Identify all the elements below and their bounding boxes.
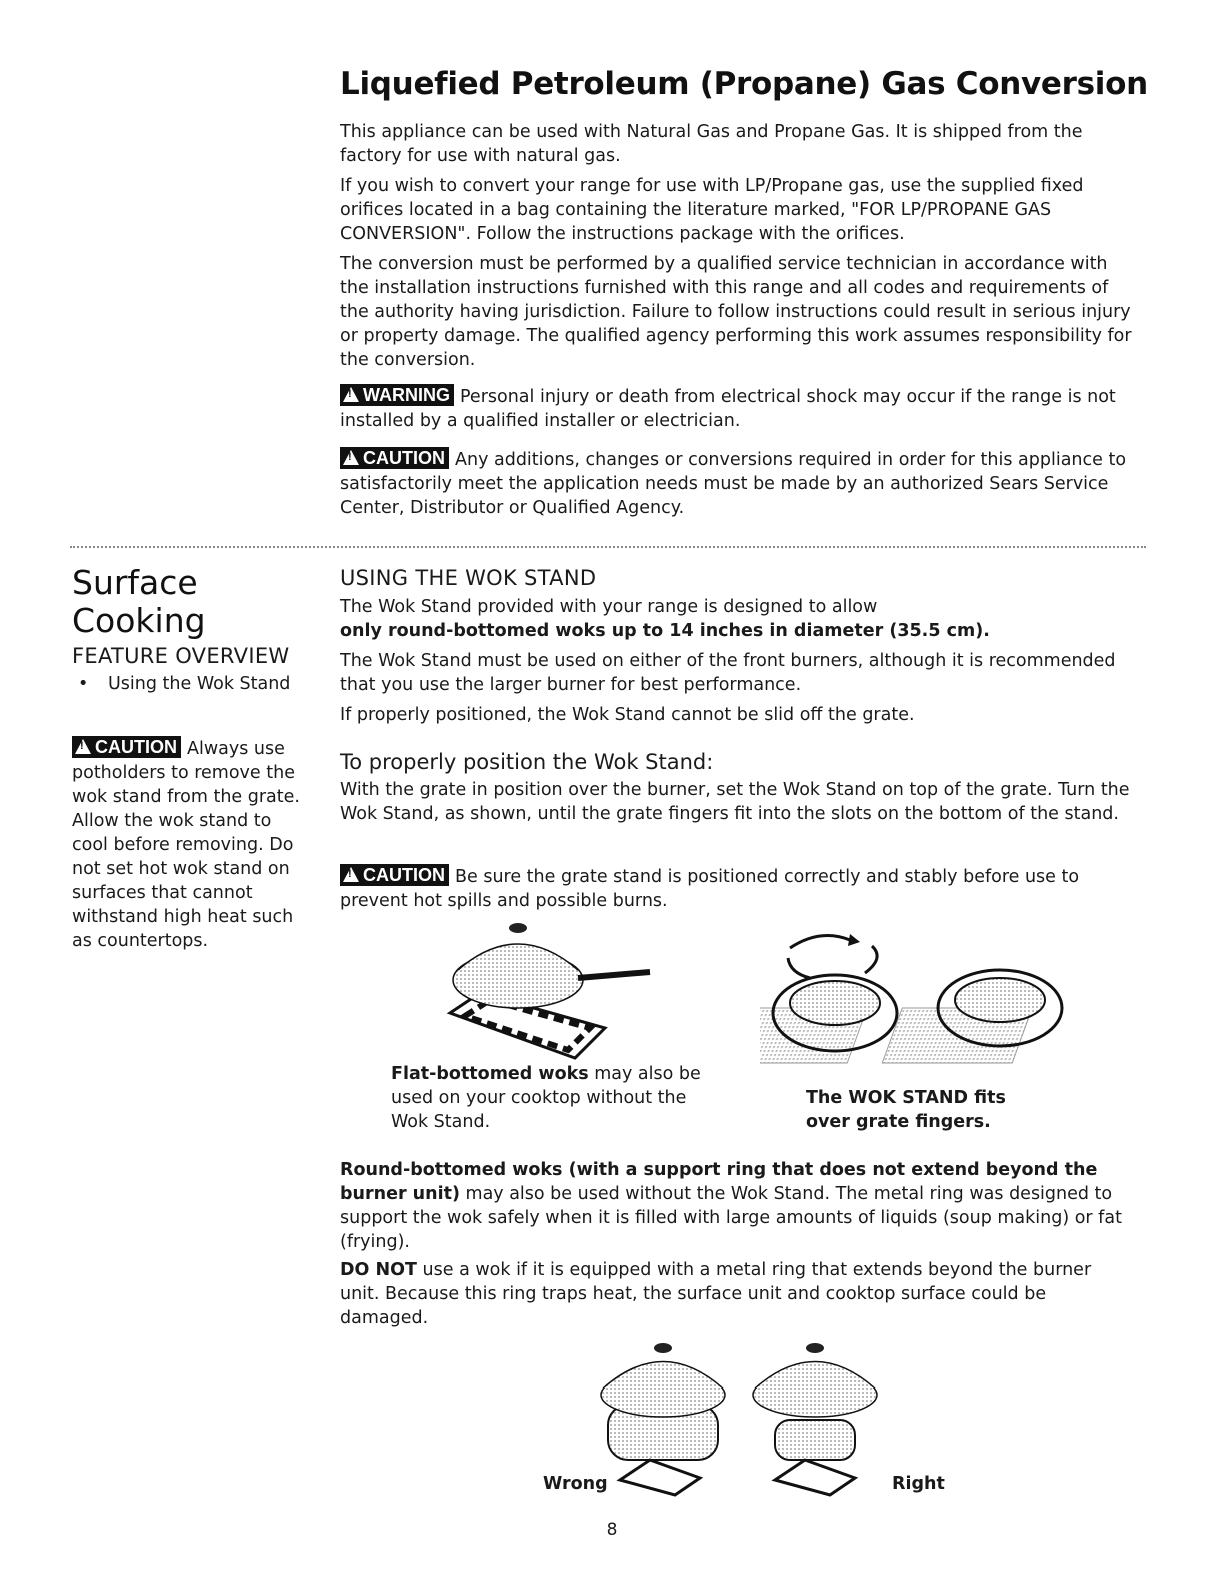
sidebar-caution [72, 736, 312, 953]
wok-stand-caption: The WOK STAND fits over grate fingers. [806, 1088, 1006, 1132]
caution-triangle-icon [75, 739, 91, 754]
position-wok-heading: To properly position the Wok Stand: [340, 750, 714, 774]
lid-knob-icon [509, 923, 527, 933]
flat-wok-caption-bold: Flat-bottomed woks [391, 1064, 589, 1084]
wok-paragraph-6-bold: DO NOT [340, 1260, 417, 1280]
sidebar-caution-badge [72, 736, 181, 758]
caution-badge [340, 447, 449, 469]
section-divider [70, 546, 1146, 548]
feature-list-item [78, 672, 290, 696]
right-wok-drawing [753, 1343, 877, 1495]
lp-paragraph-3: The conversion must be performed by a qualified service technician in accordance with the installation instructions furnished with this range and all codes and requirements of the authority having jurisdiction. Failure to follow instructions could result in serious injury or property damage. The qualified agency performing this work assumes responsibility for the conversion. [340, 254, 1132, 370]
wok-paragraph-3: If properly positioned, the Wok Stand cannot be slid off the grate. [340, 705, 915, 725]
wok-paragraph-2: The Wok Stand must be used on either of the front burners, although it is recommended that you use the larger burner for best performance. [340, 651, 1116, 695]
sidebar-caution-text: Always use potholders to remove the wok stand from the grate. Allow the wok stand to cool before removing. Do not set hot wok stand on surfaces that cannot withstand high heat such as countertops. [72, 739, 300, 951]
wok-paragraph-1-bold: only round-bottomed woks up to 14 inches in diameter (35.5 cm). [340, 621, 990, 641]
sidebar-caution-badge-label: CAUTION [95, 737, 177, 757]
caution-badge-label: CAUTION [363, 448, 445, 468]
lp-warning [340, 384, 1155, 433]
wok-stand-inner-right [955, 978, 1045, 1022]
wok-stand-heading: USING THE WOK STAND [340, 566, 597, 590]
wok-paragraph-5 [340, 1158, 1150, 1254]
wrong-right-illustration [590, 1340, 910, 1500]
wok-paragraph-1 [340, 595, 1140, 643]
flat-wok-caption [391, 1062, 721, 1134]
warning-badge-label: WARNING [363, 385, 450, 405]
wok-paragraph-5-bold: Round-bottomed woks (with a support ring that does not extend beyond the burner unit) [340, 1160, 1098, 1204]
rotation-arrows-icon [788, 934, 877, 978]
wok-caution-text: Be sure the grate stand is positioned correctly and stably before use to prevent hot spills and possible burns. [340, 867, 1080, 911]
feature-overview-heading: FEATURE OVERVIEW [72, 644, 290, 668]
caution-triangle-icon [343, 450, 359, 465]
wok-caution [340, 864, 1130, 913]
lp-warning-text: Personal injury or death from electrical shock may occur if the range is not installed by a qualified installer or electrician. [340, 387, 1116, 431]
sidebar-title-line1: Surface [72, 563, 198, 602]
wok-paragraph-1-normal: The Wok Stand provided with your range is designed to allow [340, 597, 878, 617]
wok-stand-inner-left [790, 981, 880, 1025]
wok-paragraph-6-normal: use a wok if it is equipped with a metal ring that extends beyond the burner unit. Because this ring traps heat, the surface unit and cooktop surface could be damaged. [340, 1260, 1092, 1328]
page-number: 8 [606, 1520, 618, 1540]
lp-caution [340, 447, 1155, 520]
sidebar-title-line2: Cooking [72, 601, 206, 640]
wok-caution-badge [340, 864, 449, 886]
wok-caution-badge-label: CAUTION [363, 865, 445, 885]
flat-bottom-wok-illustration [440, 918, 670, 1068]
lp-paragraph-1: This appliance can be used with Natural Gas and Propane Gas. It is shipped from the factory for use with natural gas. [340, 122, 1083, 166]
wok-stand-illustration [760, 918, 1065, 1078]
wrong-label: Wrong [543, 1474, 608, 1494]
caution-triangle-icon [343, 867, 359, 882]
warning-triangle-icon [343, 387, 359, 402]
flat-wok-caption-normal: may also be used on your cooktop without the Wok Stand. [391, 1064, 701, 1132]
wok-paragraph-6 [340, 1258, 1130, 1330]
lp-caution-text: Any additions, changes or conversions required in order for this appliance to satisfactorily meet the application needs must be made by an authorized Sears Service Center, Distributor or Qualified Agency. [340, 450, 1127, 518]
wok-lid [458, 944, 578, 970]
wok-paragraph-5-normal: may also be used without the Wok Stand. The metal ring was designed to support the wok safely when it is filled with large amounts of liquids (soup making) or fat (frying). [340, 1184, 1122, 1252]
bullet-icon: • [78, 674, 89, 694]
page-title: Liquefied Petroleum (Propane) Gas Conversion [340, 66, 1148, 102]
right-label: Right [892, 1474, 945, 1494]
wok-handle [578, 972, 650, 978]
lp-paragraph-2: If you wish to convert your range for use with LP/Propane gas, use the supplied fixed orifices located in a bag containing the literature marked, "FOR LP/PROPANE GAS CONVERSION". Follow the instructions package with the orifices. [340, 176, 1084, 244]
wrong-wok-drawing [601, 1343, 725, 1495]
wok-paragraph-4: With the grate in position over the burner, set the Wok Stand on top of the grate. Turn the Wok Stand, as shown, until the grate fingers fit into the slots on the bottom of the stand. [340, 780, 1130, 824]
warning-badge [340, 384, 454, 406]
feature-list-item-label: Using the Wok Stand [108, 674, 291, 694]
